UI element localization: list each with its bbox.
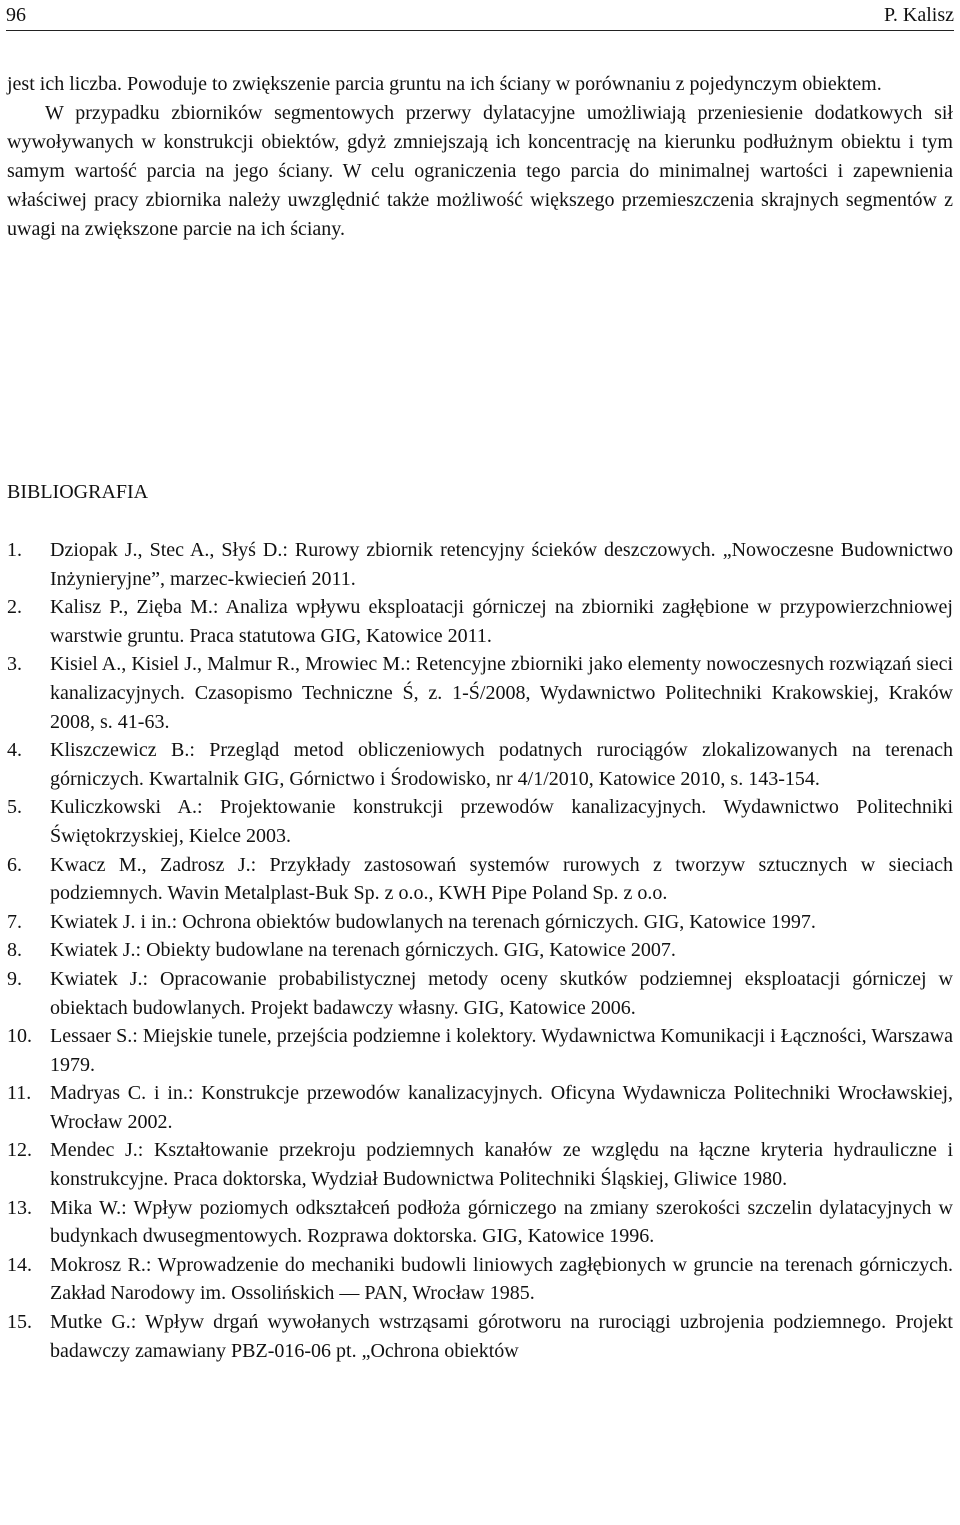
entry-number: 14. [7, 1253, 32, 1276]
entry-number: 3. [7, 653, 22, 676]
running-head: P. Kalisz [884, 4, 954, 26]
entry-text: Kwiatek J.: Opracowanie probabilistycznej metody oceny skutków podziemnej eksploatacji górniczej w obiektach budowlanych. Projekt badawczy własny. GIG, Katowice 2006. [50, 967, 953, 1019]
bibliography-entry [7, 1251, 953, 1308]
bibliography-heading: BIBLIOGRAFIA [7, 481, 149, 503]
bibliography-entry [7, 1136, 953, 1193]
entry-number: 11. [7, 1082, 32, 1105]
bibliography-entry [7, 793, 953, 850]
body-text [7, 70, 953, 244]
bibliography-entry [7, 1194, 953, 1251]
entry-text: Kwiatek J. i in.: Ochrona obiektów budowlanych na terenach górniczych. GIG, Katowice 1997. [50, 910, 816, 933]
entry-number: 1. [7, 539, 22, 561]
bibliography-entry [7, 851, 953, 908]
bibliography-list [7, 536, 953, 1365]
entry-text: Mutke G.: Wpływ drgań wywołanych wstrząsami górotworu na rurociągi uzbrojenia podziemnego. Projekt badawczy zamawiany PBZ-016-06 pt. „Ochrona obiektów [50, 1311, 953, 1362]
entry-number: 8. [7, 939, 22, 962]
bibliography-entry [7, 965, 953, 1022]
entry-text: Mika W.: Wpływ poziomych odkształceń podłoża górniczego na zmiany szerokości szczelin dylatacyjnych w budynkach dwusegmentowych. Rozprawa doktorska. GIG, Katowice 1996. [50, 1196, 953, 1248]
bibliography-entry [7, 1022, 953, 1079]
bibliography-entry [7, 593, 953, 650]
entry-number: 6. [7, 853, 22, 876]
paragraph: W przypadku zbiorników segmentowych przerwy dylatacyjne umożliwiają przeniesienie dodatkowych sił wywoływanych w konstrukcji obiektów, gdyż zmniejszają ich koncentrację na kierunku podłużnym obiektu i tym samym wartość parcia na jego ściany. W celu ograniczenia tego parcia do minimalnej wartości i zapewnienia właściwej pracy zbiornika należy uwzględnić także możliwość większego przemieszczenia skrajnych segmentów z uwagi na zwiększone parcie na ich ściany. [7, 102, 953, 240]
bibliography-entry [7, 908, 953, 937]
bibliography-entry [7, 650, 953, 736]
paragraph: jest ich liczba. Powoduje to zwiększenie parcia gruntu na ich ściany w porównaniu z pojedynczym obiektem. [7, 73, 882, 95]
entry-text: Mendec J.: Kształtowanie przekroju podziemnych kanałów ze względu na łączne kryteria hydrauliczne i konstrukcyjne. Praca doktorska, Wydział Budownictwa Politechniki Śląskiej, Gliwice 1980. [50, 1139, 953, 1191]
page-header [6, 4, 954, 31]
entry-number: 5. [7, 796, 22, 819]
bibliography-entry [7, 936, 953, 965]
entry-text: Kuliczkowski A.: Projektowanie konstrukcji przewodów kanalizacyjnych. Wydawnictwo Politechniki Świętokrzyskiej, Kielce 2003. [50, 796, 953, 847]
bibliography-entry [7, 1308, 953, 1365]
entry-number: 10. [7, 1025, 32, 1048]
bibliography-entry [7, 1079, 953, 1136]
entry-text: Lessaer S.: Miejskie tunele, przejścia podziemne i kolektory. Wydawnictwa Komunikacji i Łączności, Warszawa 1979. [50, 1025, 953, 1076]
entry-number: 13. [7, 1196, 32, 1219]
entry-text: Kisiel A., Kisiel J., Malmur R., Mrowiec M.: Retencyjne zbiorniki jako elementy nowoczesnych rozwiązań sieci kanalizacyjnych. Czasopismo Techniczne Ś, z. 1-Ś/2008, Wydawnictwo Politechniki Krakowskiej, Kraków 2008, s. 41-63. [50, 653, 953, 733]
entry-number: 4. [7, 739, 22, 762]
entry-number: 15. [7, 1311, 32, 1334]
entry-text: Mokrosz R.: Wprowadzenie do mechaniki budowli liniowych zagłębionych w gruncie na terenach górniczych. Zakład Narodowy im. Ossolińskich ― PAN, Wrocław 1985. [50, 1253, 953, 1305]
bibliography-entry [7, 736, 953, 793]
entry-number: 12. [7, 1139, 32, 1162]
entry-text: Dziopak J., Stec A., Słyś D.: Rurowy zbiornik retencyjny ścieków deszczowych. „Nowoczesne Budownictwo Inżynieryjne”, marzec-kwiecień 2011. [50, 539, 953, 590]
entry-number: 9. [7, 967, 22, 990]
entry-text: Kalisz P., Zięba M.: Analiza wpływu eksploatacji górniczej na zbiorniki zagłębione w przypowierzchniowej warstwie gruntu. Praca statutowa GIG, Katowice 2011. [50, 596, 953, 647]
page-number: 96 [6, 4, 26, 26]
entry-text: Kwiatek J.: Obiekty budowlane na terenach górniczych. GIG, Katowice 2007. [50, 939, 676, 962]
entry-number: 7. [7, 910, 22, 933]
entry-text: Kwacz M., Zadrosz J.: Przykłady zastosowań systemów rurowych z tworzyw sztucznych w sieciach podziemnych. Wavin Metalplast-Buk Sp. z o.o., KWH Pipe Poland Sp. z o.o. [50, 853, 953, 905]
entry-text: Kliszczewicz B.: Przegląd metod obliczeniowych podatnych rurociągów zlokalizowanych na terenach górniczych. Kwartalnik GIG, Górnictwo i Środowisko, nr 4/1/2010, Katowice 2010, s. 143-154. [50, 739, 953, 790]
bibliography-entry [7, 536, 953, 593]
entry-number: 2. [7, 596, 22, 619]
entry-text: Madryas C. i in.: Konstrukcje przewodów kanalizacyjnych. Oficyna Wydawnicza Politechniki Wrocławskiej, Wrocław 2002. [50, 1082, 953, 1133]
